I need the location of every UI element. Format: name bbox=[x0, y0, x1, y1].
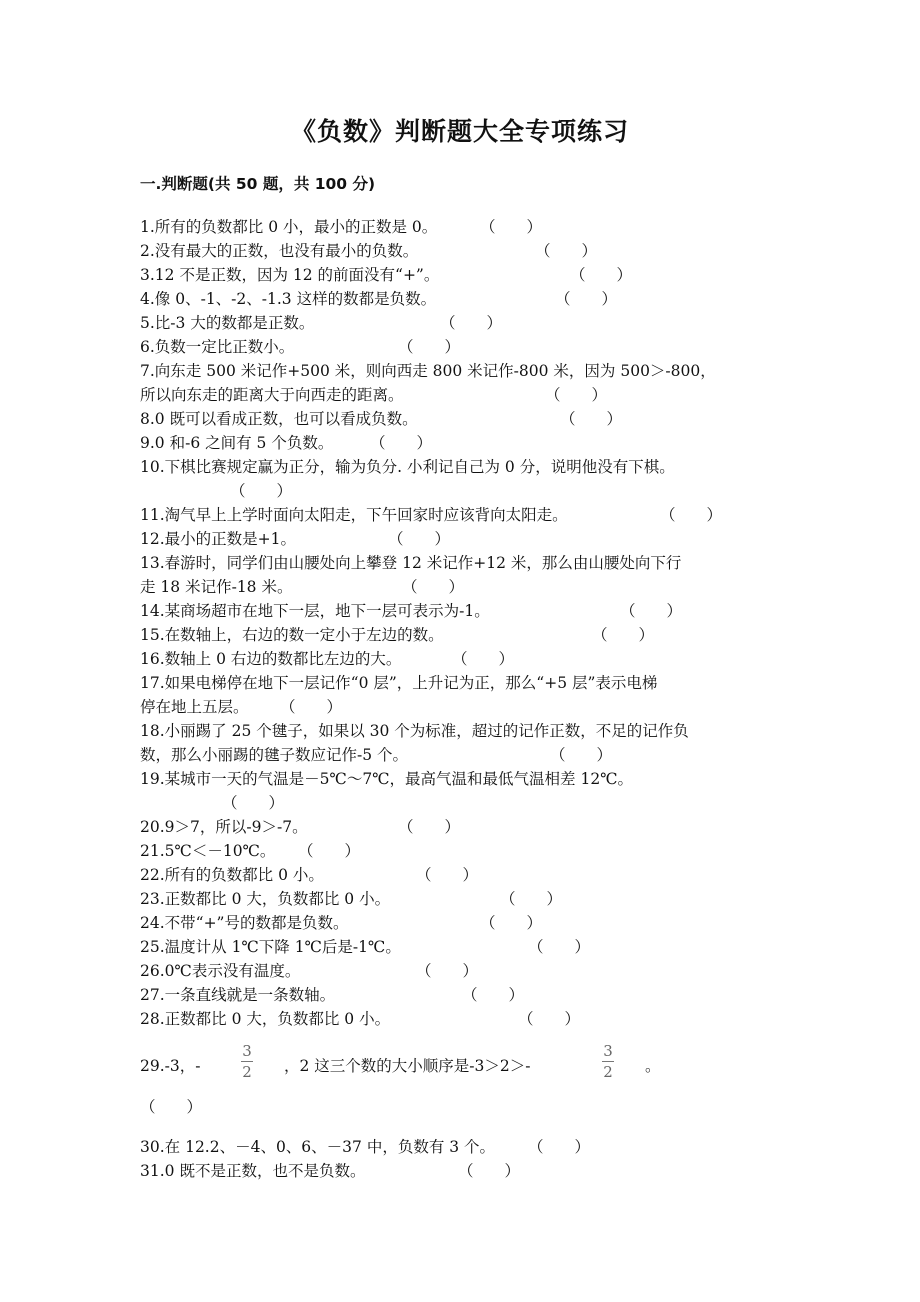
question-21 bbox=[140, 840, 790, 864]
fraction-numerator: 3 bbox=[603, 1042, 613, 1060]
answer-parentheses: （ ） bbox=[620, 602, 683, 620]
question-2 bbox=[140, 240, 790, 264]
question-6 bbox=[140, 336, 790, 360]
answer-parentheses: （ ） bbox=[545, 386, 608, 404]
question-9-line-1: 9.0 和-6 之间有 5 个负数。 bbox=[140, 434, 334, 452]
answer-parentheses: （ ） bbox=[140, 1098, 203, 1116]
question-20 bbox=[140, 816, 790, 840]
question-10-line-1: 10.下棋比赛规定赢为正分，输为负分. 小利记自己为 0 分，说明他没有下棋。 bbox=[140, 458, 675, 476]
question-4 bbox=[140, 288, 790, 312]
answer-parentheses: （ ） bbox=[440, 314, 503, 332]
answer-parentheses: （ ） bbox=[462, 986, 525, 1004]
answer-parentheses: （ ） bbox=[222, 794, 285, 812]
question-14-line-1: 14.某商场超市在地下一层，地下一层可表示为-1。 bbox=[140, 602, 490, 620]
question-3 bbox=[140, 264, 790, 288]
question-22-line-1: 22.所有的负数都比 0 小。 bbox=[140, 866, 324, 884]
fraction-bar bbox=[241, 1061, 253, 1062]
question-27 bbox=[140, 984, 790, 1008]
answer-parentheses: （ ） bbox=[518, 1010, 581, 1028]
question-17-line-1: 17.如果电梯停在地下一层记作“0 层”，上升记为正，那么“+5 层”表示电梯 bbox=[140, 674, 658, 692]
question-7-line-2: 所以向东走的距离大于向西走的距离。 bbox=[140, 386, 404, 404]
question-19 bbox=[140, 768, 790, 816]
fraction-bar bbox=[602, 1061, 614, 1062]
question-5 bbox=[140, 312, 790, 336]
question-20-line-1: 20.9＞7，所以-9＞-7。 bbox=[140, 818, 308, 836]
page-title: 《负数》判断题大全专项练习 bbox=[290, 117, 629, 146]
question-1-line-1: 1.所有的负数都比 0 小，最小的正数是 0。 bbox=[140, 218, 438, 236]
question-11 bbox=[140, 504, 790, 528]
question-24 bbox=[140, 912, 790, 936]
answer-parentheses: （ ） bbox=[298, 842, 361, 860]
question-13-line-2: 走 18 米记作-18 米。 bbox=[140, 578, 293, 596]
question-11-line-1: 11.淘气早上上学时面向太阳走，下午回家时应该背向太阳走。 bbox=[140, 506, 568, 524]
answer-parentheses: （ ） bbox=[500, 890, 563, 908]
question-15 bbox=[140, 624, 790, 648]
answer-parentheses: （ ） bbox=[416, 962, 479, 980]
question-30-text: 30.在 12.2、－4、0、6、－37 中，负数有 3 个。 bbox=[140, 1138, 496, 1156]
question-4-line-1: 4.像 0、-1、-2、-1.3 这样的数都是负数。 bbox=[140, 290, 437, 308]
answer-parentheses: （ ） bbox=[452, 650, 515, 668]
question-31-text: 31.0 既不是正数，也不是负数。 bbox=[140, 1162, 366, 1180]
question-16 bbox=[140, 648, 790, 672]
question-19-line-1: 19.某城市一天的气温是－5℃～7℃，最高气温和最低气温相差 12℃。 bbox=[140, 770, 634, 788]
question-29-text-3: 。 bbox=[645, 1057, 661, 1075]
answer-parentheses: （ ） bbox=[416, 866, 479, 884]
answer-parentheses: （ ） bbox=[402, 578, 465, 596]
answer-parentheses: （ ） bbox=[388, 530, 451, 548]
fraction-denominator: 2 bbox=[242, 1063, 252, 1081]
question-17-line-2: 停在地上五层。 bbox=[140, 698, 249, 716]
question-18-line-2: 数，那么小丽踢的毽子数应记作-5 个。 bbox=[140, 746, 409, 764]
question-23 bbox=[140, 888, 790, 912]
answer-parentheses: （ ） bbox=[550, 746, 613, 764]
question-13 bbox=[140, 552, 790, 600]
question-25-line-1: 25.温度计从 1℃下降 1℃后是-1℃。 bbox=[140, 938, 401, 956]
answer-parentheses: （ ） bbox=[230, 482, 293, 500]
answer-parentheses: （ ） bbox=[570, 266, 633, 284]
question-28 bbox=[140, 1008, 790, 1032]
question-1 bbox=[140, 216, 790, 240]
question-10 bbox=[140, 456, 790, 504]
question-29-text-1: 29.-3，- bbox=[140, 1057, 201, 1075]
question-6-line-1: 6.负数一定比正数小。 bbox=[140, 338, 295, 356]
question-29 bbox=[140, 1043, 790, 1091]
answer-parentheses: （ ） bbox=[555, 290, 618, 308]
question-28-line-1: 28.正数都比 0 大，负数都比 0 小。 bbox=[140, 1010, 391, 1028]
question-27-line-1: 27.一条直线就是一条数轴。 bbox=[140, 986, 336, 1004]
answer-parentheses: （ ） bbox=[660, 506, 723, 524]
question-2-line-1: 2.没有最大的正数，也没有最小的负数。 bbox=[140, 242, 419, 260]
question-13-line-1: 13.春游时，同学们由山腰处向上攀登 12 米记作+12 米，那么由山腰处向下行 bbox=[140, 554, 682, 572]
question-22 bbox=[140, 864, 790, 888]
answer-parentheses: （ ） bbox=[370, 434, 433, 452]
question-25 bbox=[140, 936, 790, 960]
question-17 bbox=[140, 672, 790, 720]
question-18-line-1: 18.小丽踢了 25 个毽子，如果以 30 个为标准，超过的记作正数，不足的记作负 bbox=[140, 722, 689, 740]
fraction-numerator: 3 bbox=[242, 1042, 252, 1060]
question-15-line-1: 15.在数轴上，右边的数一定小于左边的数。 bbox=[140, 626, 444, 644]
question-24-line-1: 24.不带“+”号的数都是负数。 bbox=[140, 914, 349, 932]
question-8-line-1: 8.0 既可以看成正数，也可以看成负数。 bbox=[140, 410, 418, 428]
question-23-line-1: 23.正数都比 0 大，负数都比 0 小。 bbox=[140, 890, 391, 908]
answer-parentheses: （ ） bbox=[280, 698, 343, 716]
fraction-three-halves bbox=[241, 1043, 253, 1080]
question-12 bbox=[140, 528, 790, 552]
section-heading: 一.判断题(共 50 题，共 100 分) bbox=[140, 175, 376, 193]
question-8 bbox=[140, 408, 790, 432]
fraction-denominator: 2 bbox=[603, 1063, 613, 1081]
answer-parentheses: （ ） bbox=[528, 938, 591, 956]
question-12-line-1: 12.最小的正数是+1。 bbox=[140, 530, 296, 548]
question-5-line-1: 5.比-3 大的数都是正数。 bbox=[140, 314, 315, 332]
answer-parentheses: （ ） bbox=[398, 338, 461, 356]
question-3-line-1: 3.12 不是正数，因为 12 的前面没有“+”。 bbox=[140, 266, 440, 284]
question-21-line-1: 21.5℃＜－10℃。 bbox=[140, 842, 276, 860]
question-16-line-1: 16.数轴上 0 右边的数都比左边的大。 bbox=[140, 650, 402, 668]
question-26-line-1: 26.0℃表示没有温度。 bbox=[140, 962, 301, 980]
answer-parentheses: （ ） bbox=[560, 410, 623, 428]
question-29-text-2: ，2 这三个数的大小顺序是-3＞2＞- bbox=[284, 1057, 531, 1075]
question-7-line-1: 7.向东走 500 米记作+500 米，则向西走 800 米记作-800 米，因为 500＞-800， bbox=[140, 362, 716, 380]
question-9 bbox=[140, 432, 790, 456]
answer-parentheses: （ ） bbox=[458, 1162, 521, 1180]
question-14 bbox=[140, 600, 790, 624]
question-18 bbox=[140, 720, 790, 768]
answer-parentheses: （ ） bbox=[592, 626, 655, 644]
answer-parentheses: （ ） bbox=[528, 1138, 591, 1156]
answer-parentheses: （ ） bbox=[535, 242, 598, 260]
fraction-three-halves-2 bbox=[602, 1043, 614, 1080]
answer-parentheses: （ ） bbox=[480, 218, 543, 236]
question-26 bbox=[140, 960, 790, 984]
question-7 bbox=[140, 360, 790, 408]
answer-parentheses: （ ） bbox=[398, 818, 461, 836]
answer-parentheses: （ ） bbox=[480, 914, 543, 932]
